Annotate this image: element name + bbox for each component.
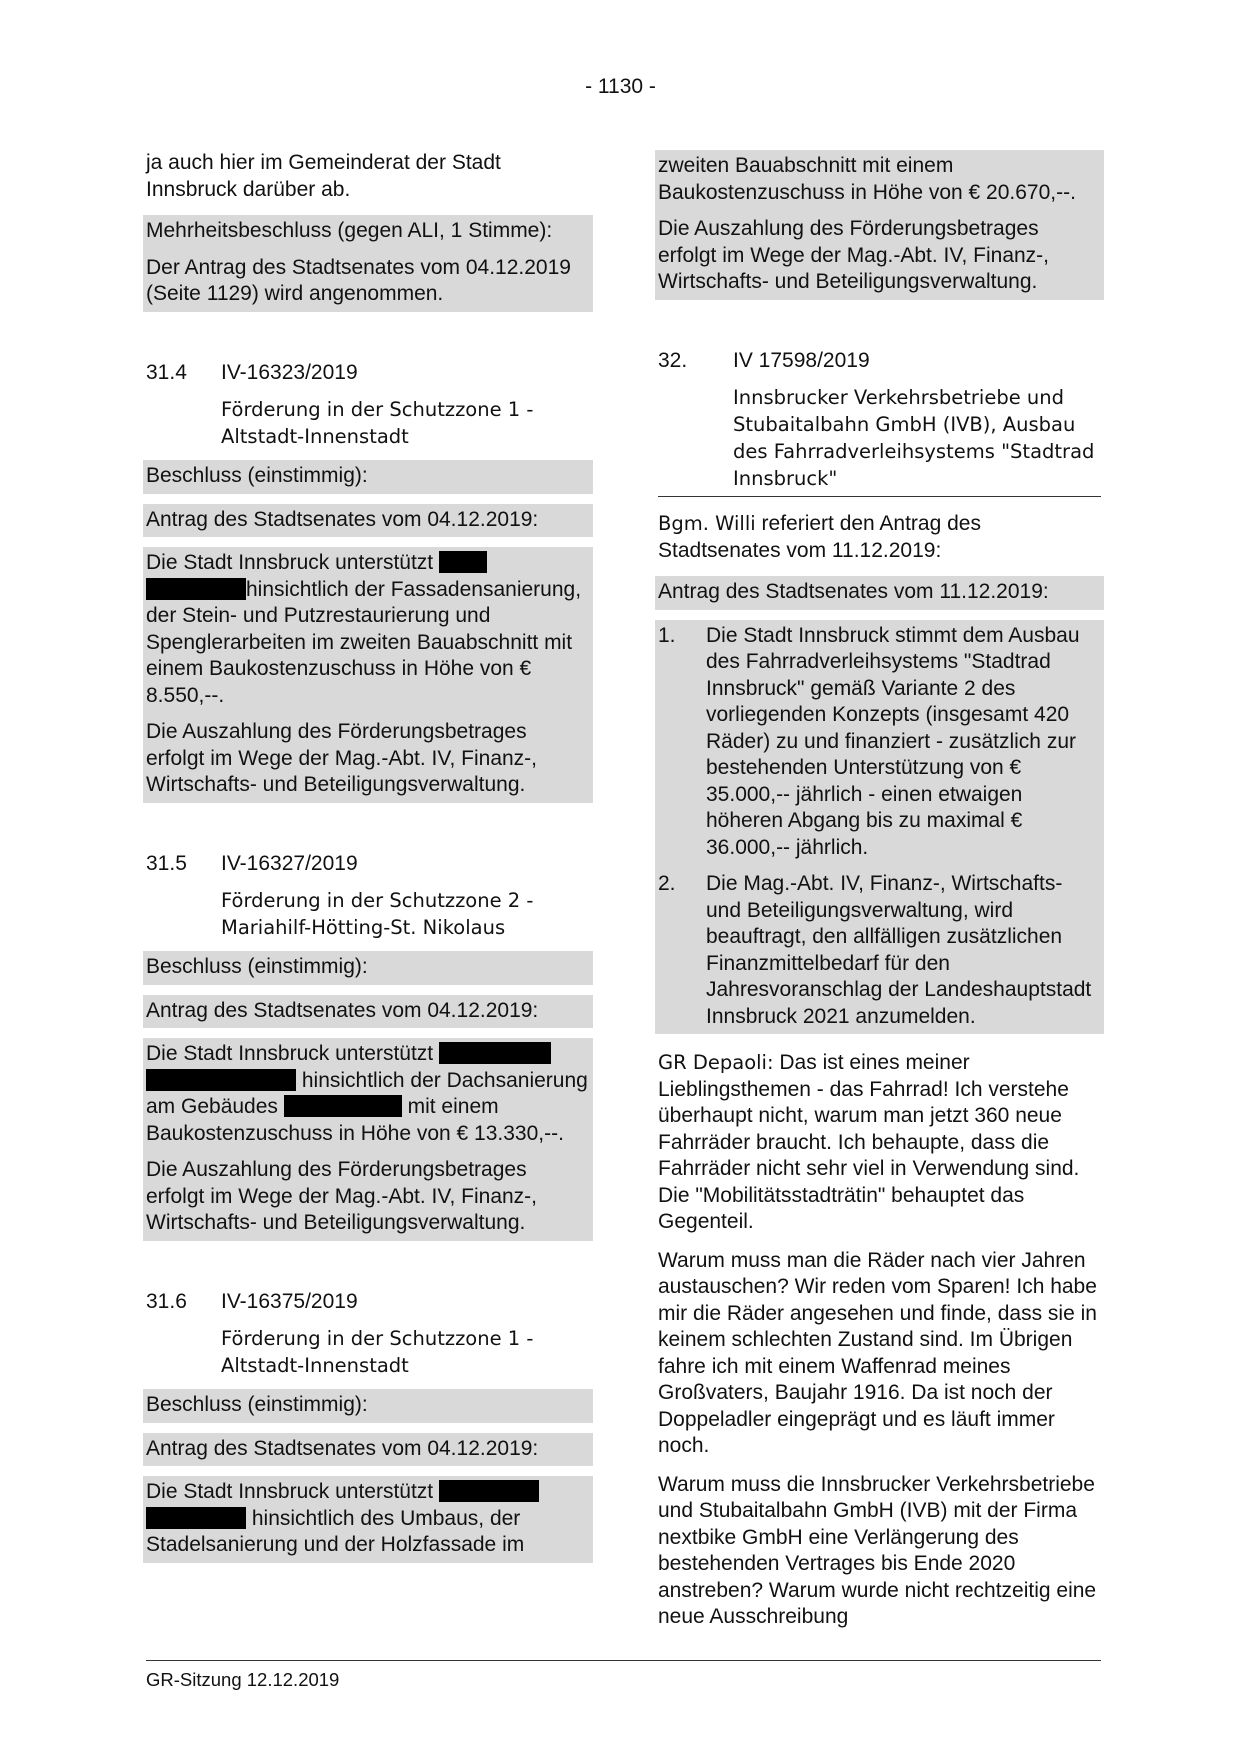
speech-paragraph bbox=[658, 1050, 1101, 1236]
resolution-text bbox=[146, 1479, 590, 1559]
item-heading bbox=[146, 851, 590, 878]
motion-points bbox=[658, 623, 1101, 1031]
resolution-text-part: hinsichtlich der Fassadensanierung, der Stein- und Putzrestaurierung und Spenglerarbeiten im zweiten Bauabschnitt mit einem Baukostenzuschuss in Höhe von € 8.550,--. bbox=[146, 577, 582, 707]
intro-paragraph: ja auch hier im Gemeinderat der Stadt Innsbruck darüber ab. bbox=[146, 151, 501, 201]
item-reference: IV 17598/2019 bbox=[733, 348, 870, 372]
item-reference: IV-16327/2019 bbox=[221, 851, 358, 875]
motion-label: Antrag des Stadtsenates vom 04.12.2019: bbox=[146, 1436, 539, 1460]
item-subject: Förderung in der Schutzzone 1 - Altstadt-Innenstadt bbox=[221, 398, 534, 448]
speech-paragraph: Warum muss man die Räder nach vier Jahren austauschen? Wir reden vom Sparen! Ich habe mir die Räder angesehen und finde, dass sie in keinem schlechten Zustand sind. Im Übrigen fahre ich mit einem Waffenrad meines Großvaters, Baujahr 1916. Da ist noch der Doppeladler eingeprägt und es läuft immer noch. bbox=[658, 1248, 1097, 1457]
item-number: 31.6 bbox=[146, 1289, 187, 1313]
resolution-box bbox=[143, 547, 593, 803]
page-number: - 1130 - bbox=[585, 75, 656, 98]
continued-text: zweiten Bauabschnitt mit einem Baukostenzuschuss in Höhe von € 20.670,--. bbox=[658, 154, 1076, 204]
footer-divider bbox=[146, 1660, 1101, 1661]
intro-paragraph bbox=[658, 511, 1101, 564]
payout-text: Die Auszahlung des Förderungsbetrages erfolgt im Wege der Mag.-Abt. IV, Finanz-, Wirtschafts- und Beteiligungsverwaltung. bbox=[658, 217, 1050, 293]
motion-label: Antrag des Stadtsenates vom 11.12.2019: bbox=[658, 580, 1049, 603]
resolution-text bbox=[146, 1041, 590, 1147]
item-subject: Innsbrucker Verkehrsbetriebe und Stubaitalbahn GmbH (IVB), Ausbau des Fahrradverleihsystems "Stadtrad Innsbruck" bbox=[733, 386, 1095, 490]
payout-text: Die Auszahlung des Förderungsbetrages erfolgt im Wege der Mag.-Abt. IV, Finanz-, Wirtschafts- und Beteiligungsverwaltung. bbox=[146, 1158, 538, 1234]
motion-points-box bbox=[655, 620, 1104, 1035]
continued-resolution-box bbox=[655, 150, 1104, 300]
intro-text: referiert den Antrag des Stadtsenates vom 11.12.2019: bbox=[658, 512, 981, 562]
item-heading bbox=[146, 360, 590, 387]
resolution-text-part: Die Stadt Innsbruck unterstützt bbox=[146, 1042, 434, 1065]
redaction-bar bbox=[439, 1480, 539, 1502]
speaker-name: GR Depaoli: bbox=[658, 1051, 774, 1074]
resolution-box bbox=[143, 1476, 593, 1563]
resolution-text-part: Die Stadt Innsbruck unterstützt bbox=[146, 551, 434, 574]
list-item-text: Die Stadt Innsbruck stimmt dem Ausbau des Fahrradverleihsystems "Stadtrad Innsbruck" gemäß Variante 2 des vorliegenden Konzepts (insgesamt 420 Räder) zu und finanziert - zusätzlich zur bestehenden Unterstützung von € 35.000,-- jährlich - einen etwaigen höheren Abgang bis zu maximal € 36.000,-- jährlich. bbox=[706, 623, 1080, 859]
resolution-text-part: Die Stadt Innsbruck unterstützt bbox=[146, 1480, 434, 1503]
resolution-text bbox=[146, 550, 590, 709]
list-item-text: Die Mag.-Abt. IV, Finanz-, Wirtschafts- und Beteiligungsverwaltung, wird beauftragt, den allfälligen zusätzlichen Finanzmittelbedarf für den Jahresvoranschlag der Landeshauptstadt Innsbruck 2021 anzumelden. bbox=[706, 872, 1092, 1028]
item-subject: Förderung in der Schutzzone 1 - Altstadt-Innenstadt bbox=[221, 1327, 534, 1377]
redaction-bar bbox=[146, 1069, 296, 1091]
footer-text: GR-Sitzung 12.12.2019 bbox=[146, 1669, 340, 1690]
list-item bbox=[658, 623, 1101, 862]
item-heading bbox=[146, 1289, 590, 1316]
item-number: 32. bbox=[658, 348, 688, 372]
decision-label: Beschluss (einstimmig): bbox=[146, 955, 368, 978]
motion-box bbox=[655, 576, 1104, 610]
resolution-text-part: mit einem Baukostenzuschuss in Höhe von € 13.330,--. bbox=[146, 1095, 564, 1145]
decision-label: Beschluss (einstimmig): bbox=[146, 1393, 368, 1416]
motion-box bbox=[143, 1433, 593, 1467]
subject-divider bbox=[658, 496, 1101, 497]
motion-label: Antrag des Stadtsenates vom 04.12.2019: bbox=[146, 998, 539, 1022]
resolution-text-part: hinsichtlich des Umbaus, der Stadelsanierung und der Holzfassade im bbox=[146, 1506, 525, 1556]
item-reference: IV-16375/2019 bbox=[221, 1289, 358, 1313]
decision-box bbox=[143, 1389, 593, 1423]
speech-paragraph: Warum muss die Innsbrucker Verkehrsbetriebe und Stubaitalbahn GmbH (IVB) mit der Firma nextbike GmbH eine Verlängerung des bestehenden Vertrages bis Ende 2020 anstreben? Warum wurde nicht rechtzeitig eine neue Ausschreibung bbox=[658, 1472, 1097, 1628]
item-reference: IV-16323/2019 bbox=[221, 360, 358, 384]
decision-box bbox=[143, 460, 593, 494]
list-item-number: 2. bbox=[658, 872, 676, 895]
vote-result-box bbox=[143, 215, 593, 312]
redaction-bar bbox=[439, 1042, 551, 1064]
redaction-bar bbox=[146, 578, 246, 600]
redaction-bar bbox=[284, 1095, 402, 1117]
right-column bbox=[658, 150, 1101, 1643]
decision-label: Beschluss (einstimmig): bbox=[146, 464, 368, 487]
vote-result: Mehrheitsbeschluss (gegen ALI, 1 Stimme): bbox=[146, 219, 553, 242]
item-number: 31.4 bbox=[146, 360, 187, 384]
vote-text: Der Antrag des Stadtsenates vom 04.12.2019 (Seite 1129) wird angenommen. bbox=[146, 255, 571, 305]
speaker-name: Bgm. Willi bbox=[658, 512, 756, 535]
motion-box bbox=[143, 504, 593, 538]
speech-text: Das ist eines meiner Lieblingsthemen - das Fahrrad! Ich verstehe überhaupt nicht, warum man jetzt 360 neue Fahrräder braucht. Ich behaupte, dass die Fahrräder nicht sehr viel in Verwendung sind. Die "Mobilitätsstadträtin" behauptet das Gegenteil. bbox=[658, 1051, 1080, 1233]
list-item bbox=[658, 871, 1101, 1030]
item-subject: Förderung in der Schutzzone 2 - Mariahilf-Hötting-St. Nikolaus bbox=[221, 889, 534, 939]
motion-label: Antrag des Stadtsenates vom 04.12.2019: bbox=[146, 507, 539, 531]
item-number: 31.5 bbox=[146, 851, 187, 875]
item-heading bbox=[658, 348, 1101, 375]
decision-box bbox=[143, 951, 593, 985]
list-item-number: 1. bbox=[658, 623, 676, 647]
resolution-text-part: hinsichtlich der Dachsanierung am Gebäudes bbox=[146, 1068, 588, 1118]
redaction-bar bbox=[439, 551, 487, 573]
payout-text: Die Auszahlung des Förderungsbetrages erfolgt im Wege der Mag.-Abt. IV, Finanz-, Wirtschafts- und Beteiligungsverwaltung. bbox=[146, 720, 538, 796]
motion-box bbox=[143, 995, 593, 1029]
left-column bbox=[146, 150, 590, 1563]
resolution-box bbox=[143, 1038, 593, 1241]
redaction-bar bbox=[146, 1507, 246, 1529]
